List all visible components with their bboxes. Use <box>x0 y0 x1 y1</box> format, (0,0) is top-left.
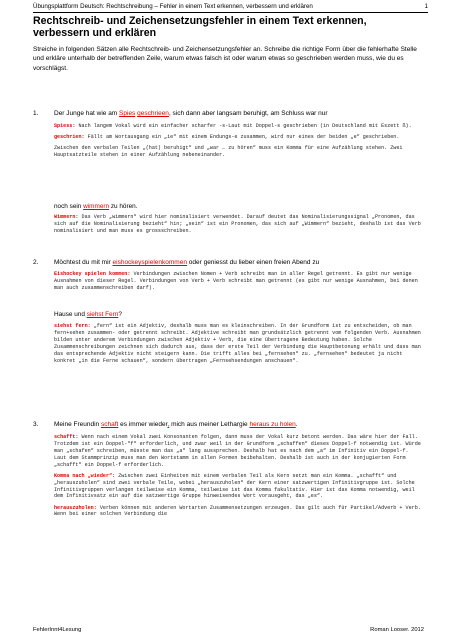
sentence-text: ? <box>118 311 122 318</box>
item-number: 1. <box>33 110 39 117</box>
header-title: Übungsplattform Deutsch: Rechtschreibung – Fehler in einem Text erkennen, verbessern und erklären <box>33 3 313 10</box>
explanation <box>54 505 421 519</box>
error-mark: , <box>167 421 170 428</box>
explanation <box>54 271 421 292</box>
explanation <box>54 434 421 469</box>
explanation-block <box>54 271 421 292</box>
explanation-text: „fern“ ist ein Adjektiv, deshalb muss man es kleinschreiben. In der Grundform ist zu entscheiden, ob man fern+sehen zusammen- oder getrennt schreibt. Adjektive schreibt man grundsätzlich getrennt vom folgenden Verb. Ausnahmen bilden unter anderem Verbindungen zwischen Adjektiv + Verb, die eine übertragene Bedeutung haben. Solche Zusammenschreibungen zeichnen sich dadurch aus, dass der erste Teil der Verbindung die Hauptbetonung erhält und dass man das entsprechende Adjektiv nicht steigern kann. Die trifft alles bei „fernsehen“ zu. „fernsehen“ bedeutet ja nicht konkret „in die Ferne schauen“, sondern übertragen „Fernsehsendungen anschauen“. <box>54 323 421 364</box>
explanation-block <box>54 434 421 518</box>
sentence-text: Meine Freundin <box>54 421 101 428</box>
explanation-text: Zwischen zwei Einheiten mit einem verbalen Teil als Kern setzt man ein Komma. „schafft“ und „herauszuholen“ sind zwei verbale Teile, wobei „herauszuholen“ der Kern einer satzwertigen Infinitivgruppe ist. Solche Infinitivgruppen verlangen teilweise ein Komma, teilweise ist das Komma fakultativ. Hier ist das Komma notwendig, weil dem Infinitivsatz ein auf die satzwertige Gruppe hinweisendes Wort vorausgeht, das „es“. <box>54 472 415 500</box>
explanation-block <box>54 214 421 235</box>
correction-tag: Wimmern: <box>54 214 79 220</box>
correction-tag: siehst fern: <box>54 323 91 329</box>
exercise-sentence <box>54 420 422 429</box>
explanation-block <box>54 323 421 364</box>
error-word: schaft <box>100 421 119 428</box>
error-word: geschrieen <box>137 110 169 117</box>
explanation-text: Nach langem Vokal wird ein einfacher scharfer -s-Laut mit Doppel-s geschrieben (in Deutschland mit Eszett ß). <box>75 123 412 129</box>
error-word: Spies <box>119 110 136 117</box>
correction-tag: schafft: <box>54 434 79 440</box>
page-footer <box>33 627 424 633</box>
correction-tag: Spiess: <box>54 123 76 129</box>
sentence-text: oder geniesst du lieber einen freien Abend zu <box>186 259 320 266</box>
sentence-text: Hause und <box>54 311 87 318</box>
sentence-continuation <box>54 311 122 319</box>
page-header <box>33 3 428 10</box>
explanation-text: Verben können mit anderen Wortarten Zusammensetzungen erzeugen. Das gilt auch für Partikel/Adverb + Verb. Wenn bei einer solchen Verbindung die <box>54 504 421 518</box>
correction-tag: herauszuholen: <box>54 504 97 511</box>
exercise-sentence <box>54 258 422 267</box>
sentence-text: , sich dann aber langsam beruhigt, am Schluss war nur <box>168 110 328 117</box>
explanation <box>54 323 421 364</box>
error-word: heraus zu holen <box>249 421 296 428</box>
explanation <box>54 214 421 235</box>
sentence-text: mich aus meiner Lethargie <box>169 421 250 428</box>
page-number: 1 <box>424 3 428 10</box>
correction-tag: geschrien: <box>54 134 85 141</box>
error-word: eishockeyspielenkommen <box>112 259 187 266</box>
header-divider <box>33 12 428 13</box>
page-title: Rechtschreib- und Zeichensetzungsfehler in einem Text erkennen, verbessern und erklären <box>33 15 367 39</box>
sentence-text: zu hören. <box>109 203 138 210</box>
sentence-text: noch sein <box>54 203 84 210</box>
explanation-block <box>54 123 421 159</box>
explanation <box>54 473 421 501</box>
sentence-text: Der Junge hat wie am <box>54 110 120 117</box>
explanation-text: Zwischen den verbalen Teilen „(hat) beruhigt“ und „war … zu hören“ muss ein Komma für eine Aufzählung stehen. Zwei Hauptsatzteile stehen in einer Aufzählung nebeneinander. <box>54 145 403 159</box>
explanation-text: Verbindungen zwischen Nomen + Verb schreibt man in aller Regel getrennt. Es gibt nur wenige Ausnahmen von dieser Regel. Verbindungen von Verb + Verb schreibt man getrennt (es gibt nur wenige Ausnahmen, bei denen man auch zusammenschreiben darf). <box>54 271 418 291</box>
explanation <box>54 145 421 159</box>
explanation <box>54 123 421 130</box>
item-number: 3. <box>33 421 39 428</box>
error-word: siehst Fern <box>86 311 119 318</box>
footer-author: Roman Looser. 2012 <box>370 627 424 633</box>
explanation <box>54 134 421 141</box>
instructions: Streiche in folgenden Sätzen alle Rechtschreib- und Zeichensetzungsfehler an. Schreibe die richtige Form über die fehlerhafte Stelle und erkläre unterhalb der betreffenden Zeile, warum etwas falsch ist oder warum etwas so geschrieben werden muss, wie du es vorschlägst. <box>33 46 417 72</box>
footer-left: FehlerInnt4Lesung <box>33 627 82 633</box>
error-word: wimmern <box>83 203 110 210</box>
explanation-text: Fällt am Wortausgang ein „ie“ mit einem Endungs-e zusammen, wird nur eines der beiden „e“ geschrieben. <box>84 134 400 141</box>
correction-tag: Komma nach „wieder“: <box>54 472 116 479</box>
sentence-text: . <box>295 421 298 428</box>
explanation-text: Wenn nach einem Vokal zwei Konsonanten folgen, dann muss der Vokal kurz betont werden. Das wäre hier der Fall. Trotzdem ist ein Doppel-“f“ erforderlich, und zwar weil in der Grundform „schaffen“ dieses Doppel-f notwendig ist. Würde man „schafen“ schreiben, müsste man das „a“ lang aussprechen. Deshalb hat es nach dem „a“ im Infinitiv ein Doppel-f. Laut dem Stammprinzip muss man den Wortstamm in allen Formen beibehalten. Deshalb ist auch in der konjugierten Form „schafft“ ein Doppel-f erforderlich. <box>54 434 421 468</box>
item-number: 2. <box>33 259 39 266</box>
sentence-text: Möchtest du mit mir <box>54 259 113 266</box>
sentence-continuation <box>54 203 137 211</box>
correction-tag: Eishockey spielen kommen: <box>54 271 131 277</box>
explanation-text: Das Verb „wimmern“ wird hier nominalisiert verwendet. Darauf deutet das Nominalisierungssignal „Pronomen, das sich auf die Nominalisierung bezieht“ hin; „sein“ ist ein Pronomen, das sich auf „Wimmern“ bezieht, deshalb ist das Verb nominalisiert und man muss es grossschreiben. <box>54 214 421 234</box>
sentence-text: es immer wieder <box>118 421 168 428</box>
exercise-sentence <box>54 109 422 118</box>
